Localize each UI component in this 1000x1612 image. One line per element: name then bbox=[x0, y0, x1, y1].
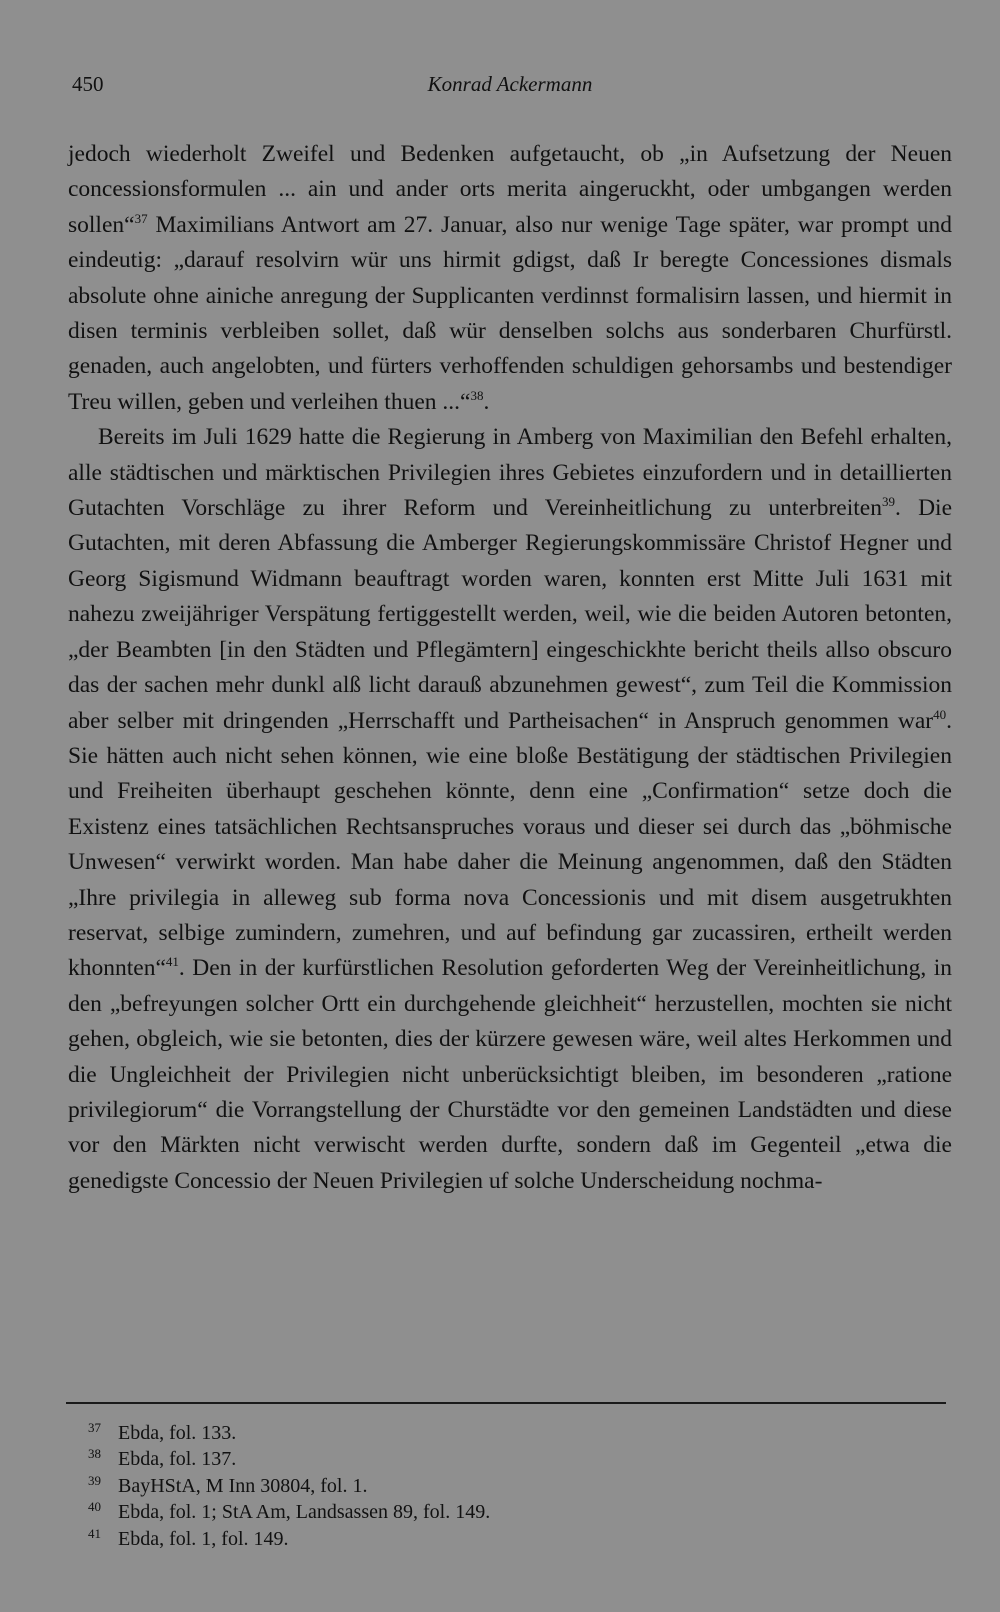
text-run: Maximilians Antwort am 27. Januar, also nur wenige Tage später, war prompt und eindeutig: „darauf resolvirn wür uns hirmit gdigst, daß Ir beregte Concessiones dismals absolute ohne ainiche anregung der Supplicanten verdinnst formalisirn lassen, und hiermit in disen terminis verbleiben sollet, daß wür denselben solchs aus sonderbaren Churfürstl. genaden, auch angelobten, und fürters verhoffenden schuldigen gehorsambs und bestendiger Treu willen, geben und verleihen thuen ...“ bbox=[68, 211, 952, 415]
footnote-text: Ebda, fol. 1, fol. 149. bbox=[118, 1527, 289, 1550]
footnotes bbox=[88, 1420, 948, 1552]
page-header bbox=[72, 72, 948, 102]
footnote: 37 Ebda, fol. 133. bbox=[88, 1420, 237, 1444]
paragraph-2 bbox=[68, 420, 952, 1199]
footnote-ref: 41 bbox=[165, 954, 179, 970]
footnote-text: Ebda, fol. 137. bbox=[118, 1448, 237, 1471]
text-run: . Den in der kurfürstlichen Resolution geforderten Weg der Vereinheitlichung, in den „befreyungen solcher Ortt ein durchgehende gleichheit“ herzustellen, mochten sie nicht gehen, obgleich, wie sie betonten, dies der kürzere gewesen wäre, weil altes Herkommen und die Ungleichheit der Privilegien nicht unberücksichtigt bleiben, im besonderen „ratione privilegiorum“ die Vorrangstellung der Churstädte vor den gemeinen Landstädten und diese vor den Märkten nicht verwischt werden durfte, sondern daß im Gegenteil „etwa die genedigste Concessio der Neuen Privilegien uf solche Underscheidung nochma- bbox=[68, 955, 952, 1194]
footnote-text: BayHStA, M Inn 30804, fol. 1. bbox=[118, 1474, 368, 1497]
footnote-ref: 37 bbox=[134, 210, 148, 226]
page-number: 450 bbox=[72, 72, 104, 96]
footnote-divider bbox=[66, 1402, 946, 1404]
footnote-ref: 39 bbox=[881, 494, 895, 510]
footnote-ref: 38 bbox=[470, 387, 484, 403]
text-run: Bereits im Juli 1629 hatte die Regierung in Amberg von Maximilian den Befehl erhalten, alle städtischen und märktischen Privilegien ihres Gebietes einzufordern und in detaillierten Gutachten Vorschläge zu ihrer Reform und Vereinheitlichung zu unterbreiten bbox=[68, 424, 952, 522]
main-text bbox=[68, 137, 952, 1199]
footnote: 40 Ebda, fol. 1; StA Am, Landsassen 89, fol. 149. bbox=[88, 1499, 491, 1524]
footnote: 41 Ebda, fol. 1, fol. 149. bbox=[88, 1525, 289, 1550]
text-run: . bbox=[483, 388, 490, 415]
paragraph-1 bbox=[68, 137, 952, 420]
footnote-text: Ebda, fol. 133. bbox=[118, 1422, 237, 1444]
footnote: 38 Ebda, fol. 137. bbox=[88, 1446, 237, 1471]
text-run: jedoch wiederholt Zweifel und Bedenken aufgetaucht, ob „in Aufsetzung der Neuen concessionsformulen ... ain und ander orts merita aingeruckht, oder umbgangen werden sollen“ bbox=[68, 141, 952, 238]
text-run: . Die Gutachten, mit deren Abfassung die Amberger Regierungskommissäre Christof Hegner und Georg Sigismund Widmann beauftragt worden waren, konnten erst Mitte Juli 1631 mit nahezu zweijähriger Verspätung fertiggestellt werden, weil, wie die beiden Autoren betonten, „der Beambten [in den Städten und Pflegämtern] eingeschickhte bericht theils allso obscuro das der sachen mehr dunkl alß licht darauß abzunehmen gewest“, zum Teil die Kommission aber selber mit dringenden „Herrschafft und Partheisachen“ in Anspruch genommen war bbox=[68, 495, 952, 734]
footnote-text: Ebda, fol. 1; StA Am, Landsassen 89, fol. 149. bbox=[118, 1501, 491, 1524]
running-head: Konrad Ackermann bbox=[427, 72, 593, 96]
footnote: 39 BayHStA, M Inn 30804, fol. 1. bbox=[88, 1472, 368, 1497]
text-run: . Sie hätten auch nicht sehen können, wie eine bloße Bestätigung der städtischen Privilegien und Freiheiten überhaupt geschehen könnte, denn eine „Confirmation“ setze doch die Existenz eines tatsächlichen Rechtsanspruches voraus und dieser sei durch das „böhmische Unwesen“ verwirkt worden. Man habe daher die Meinung angenommen, daß den Städten „Ihre privilegia in alleweg sub forma nova Concessionis und mit disem ausgetrukhten reservat, selbige zumindern, zumehren, und auf befindung gar zucassiren, ertheilt werden khonnten“ bbox=[68, 707, 952, 982]
footnote-ref: 40 bbox=[933, 706, 947, 722]
